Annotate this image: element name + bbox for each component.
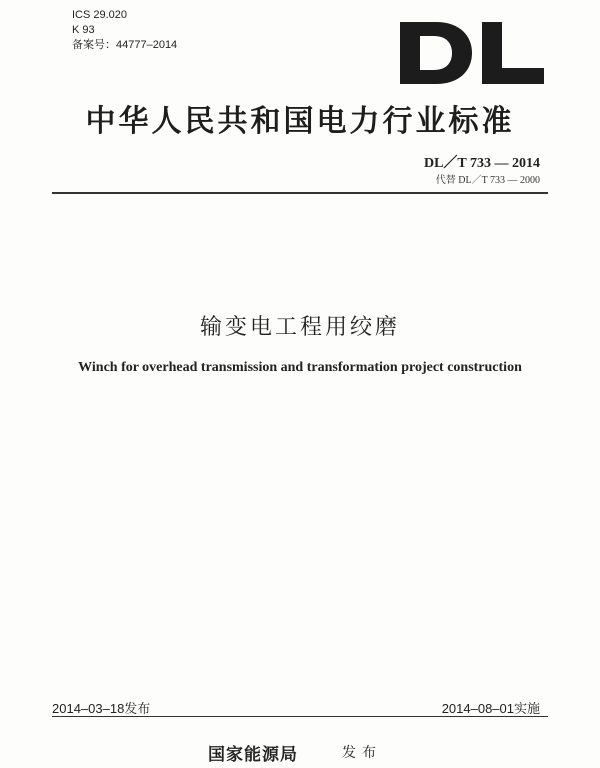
top-divider <box>52 192 548 194</box>
replaced-standard: 代替 DL／T 733 — 2000 <box>435 175 540 186</box>
record-number: 备案号：44777–2014 <box>72 39 178 51</box>
implementation-date: 2014–08–01实施 <box>441 701 540 716</box>
bottom-divider <box>52 716 548 717</box>
issuing-authority-title: 中华人民共和国电力行业标准 <box>85 104 515 139</box>
publish-label: 发布 <box>342 745 382 761</box>
document-title-chinese: 输变电工程用绞磨 <box>199 315 400 340</box>
classification-code: K 93 <box>72 24 95 36</box>
publisher-name: 国家能源局 <box>208 745 298 765</box>
document-title-english: Winch for overhead transmission and transformation project construction <box>78 360 522 375</box>
issue-date: 2014–03–18发布 <box>52 701 151 716</box>
standard-code: DL／T 733 — 2014 <box>423 156 540 171</box>
ics-code: ICS 29.020 <box>72 9 128 21</box>
dl-logo <box>398 20 546 86</box>
